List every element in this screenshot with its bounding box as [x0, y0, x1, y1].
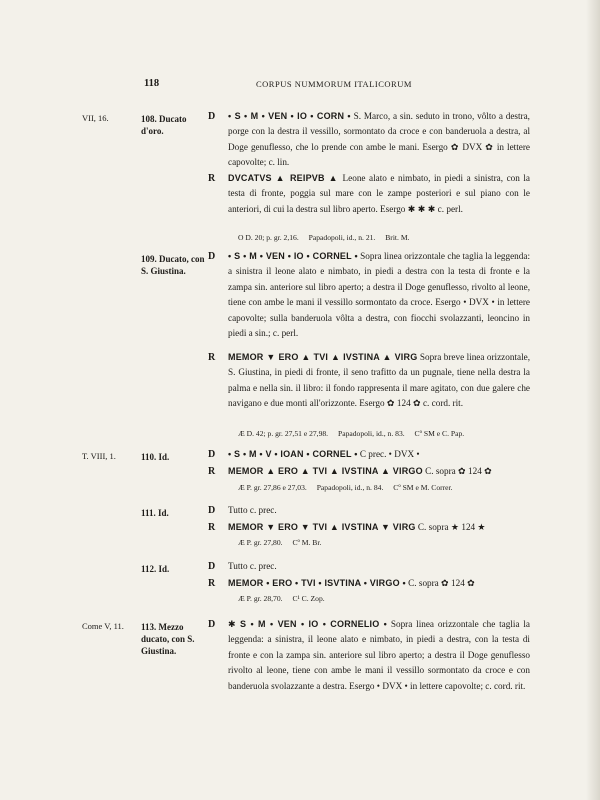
page-number: 118: [144, 78, 160, 89]
page-edge-shadow: [586, 0, 600, 800]
obverse-description: [228, 249, 530, 349]
reverse-description: [228, 350, 530, 428]
obverse-text: Sopra linea orizzontale che taglia la leggenda: a sinistra il leone alato e nimbato, in piedi a destra con la testa di fronte e la zampa sin. anteriore sul libro aperto; a destra il Doge genuflesso, rivolto al leone, tiene con ambe le mani il vessillo sormontato da croce. Esergo • DVX • in lettere capovolte; sulla banderuola vôlta a destra, con fiocchi svolazzanti, leoncino in piedi a sin.; c. perl.: [228, 251, 530, 339]
obverse-text: Tutto c. prec.: [228, 505, 277, 515]
obverse-marker: D: [208, 251, 216, 262]
collection: Cº SM e C. Pap.: [414, 429, 465, 438]
coin-label: 110. Id.: [141, 452, 170, 462]
collection: Cº M. Br.: [292, 538, 322, 547]
reverse-marker: R: [208, 173, 216, 184]
obverse-description: [228, 447, 530, 463]
coin-metadata: [238, 483, 538, 492]
reverse-description: [228, 576, 530, 592]
obverse-marker: D: [208, 505, 216, 516]
obverse-marker: D: [208, 561, 216, 572]
bibliography: Papadopoli, id., n. 84.: [316, 483, 384, 492]
reverse-legend: MEMOR ▲ ERO ▲ TVI ▲ IVSTINA ▲ VIRGO: [228, 466, 423, 476]
reverse-legend: MEMOR ▼ ERO ▲ TVI ▲ IVSTINA ▲ VIRG: [228, 352, 418, 362]
reverse-text: Sopra breve linea orizzontale, S. Giustina, in piedi di fronte, il seno trafitto da un pugnale, tiene nella destra la palma e nella sin. il libro: il fondo rappresenta il mare agitato, con due galere che navigano e due monti all'orizzonte. Esergo ✿ 124 ✿ c. cord. rit.: [228, 352, 530, 409]
obverse-text: C prec. • DVX •: [359, 449, 420, 459]
collection: Brit. M.: [385, 233, 410, 242]
coin-label: 111. Id.: [141, 508, 169, 518]
weight-info: Æ P. gr. 28,70.: [238, 594, 283, 603]
reverse-marker: R: [208, 352, 216, 363]
obverse-text: Tutto c. prec.: [228, 561, 277, 571]
obverse-legend: • S • M • VEN • IO • CORNEL •: [228, 251, 358, 261]
weight-info: Æ P. gr. 27,80.: [238, 538, 283, 547]
obverse-description: [228, 559, 530, 575]
reverse-legend: DVCATVS ▲ REIPVB ▲: [228, 173, 339, 183]
reverse-text: C. sopra ✿ 124 ✿: [408, 578, 475, 588]
coin-label: 112. Id.: [141, 564, 170, 574]
reverse-marker: R: [208, 578, 216, 589]
obverse-description: [228, 617, 530, 712]
obverse-description: [228, 503, 530, 519]
weight-info: Æ P. gr. 27,86 e 27,03.: [238, 483, 307, 492]
obverse-legend: • S • M • V • IOAN • CORNEL •: [228, 449, 358, 459]
collection: Cº SM e M. Correr.: [393, 483, 453, 492]
coin-label: 109. Ducato, con S. Giustina.: [141, 254, 205, 276]
reverse-text: Leone alato e nimbato, in piedi a sinistra, con la testa di fronte, poggia sul mare con le zampe posteriori e sul piano con le anteriori, di cui la destra sul libro aperto. Esergo ✱ ✱ ✱ c. perl.: [228, 173, 531, 214]
weight-info: Æ D. 42; p. gr. 27,51 e 27,98.: [238, 429, 329, 438]
obverse-marker: D: [208, 111, 216, 122]
reverse-legend: MEMOR ▼ ERO ▼ TVI ▲ IVSTINA ▼ VIRG: [228, 522, 416, 532]
obverse-legend: • S • M • VEN • IO • CORN •: [228, 111, 351, 121]
obverse-text: Sopra linea orizzontale che taglia la leggenda: a sinistra, il leone alato e nimbato, in piedi a destra, con la testa di fronte e con la zampa sin. anteriore sul libro aperto; a destra il Doge genuflesso rivolto al leone, tiene con ambe le mani il vessillo sormontato da croce e con banderuola svolazzante a destra. Esergo • DVX • in lettere capovolte; c. cord. rit.: [228, 619, 530, 691]
obverse-marker: D: [208, 619, 216, 630]
reverse-text: C. sopra ✿ 124 ✿: [425, 466, 492, 476]
coin-label: 113. Mezzo ducato, con S. Giustina.: [141, 622, 195, 656]
page-header: [144, 78, 524, 94]
plate-reference: T. VIII, 1.: [82, 451, 116, 461]
coin-metadata: [238, 233, 538, 242]
plate-reference: VII, 16.: [82, 113, 109, 123]
reverse-description: [228, 520, 530, 536]
reverse-marker: R: [208, 466, 216, 477]
reverse-legend: MEMOR • ERO • TVI • ISVTINA • VIRGO •: [228, 578, 406, 588]
obverse-text: S. Marco, a sin. seduto in trono, vôlto a destra, porge con la destra il vessillo, sormontato da croce e con banderuola a destra, al Doge genuflesso, che lo prende con ambe le mani. Esergo ✿ DVX ✿ in lettere capovolte; c. lin.: [228, 111, 530, 168]
reverse-text: C. sopra ★ 124 ★: [417, 522, 486, 532]
coin-metadata: [238, 538, 538, 547]
bibliography: Papadopoli, id., n. 83.: [337, 429, 405, 438]
reverse-description: [228, 171, 530, 233]
running-title: CORPUS NUMMORUM ITALICORUM: [256, 79, 412, 89]
coin-metadata: [238, 594, 538, 603]
reverse-description: [228, 464, 530, 480]
weight-info: O D. 20; p. gr. 2,16.: [238, 233, 299, 242]
bibliography: Papadopoli, id., n. 21.: [308, 233, 376, 242]
reverse-marker: R: [208, 522, 216, 533]
plate-reference: Come V, 11.: [82, 621, 124, 631]
obverse-legend: ✱ S • M • VEN • IO • CORNELIO •: [228, 619, 388, 629]
obverse-marker: D: [208, 449, 216, 460]
collection: C¹ C. Zop.: [292, 594, 325, 603]
obverse-description: [228, 109, 530, 171]
coin-label: 108. Ducato d'oro.: [141, 114, 187, 136]
coin-metadata: [238, 429, 538, 438]
